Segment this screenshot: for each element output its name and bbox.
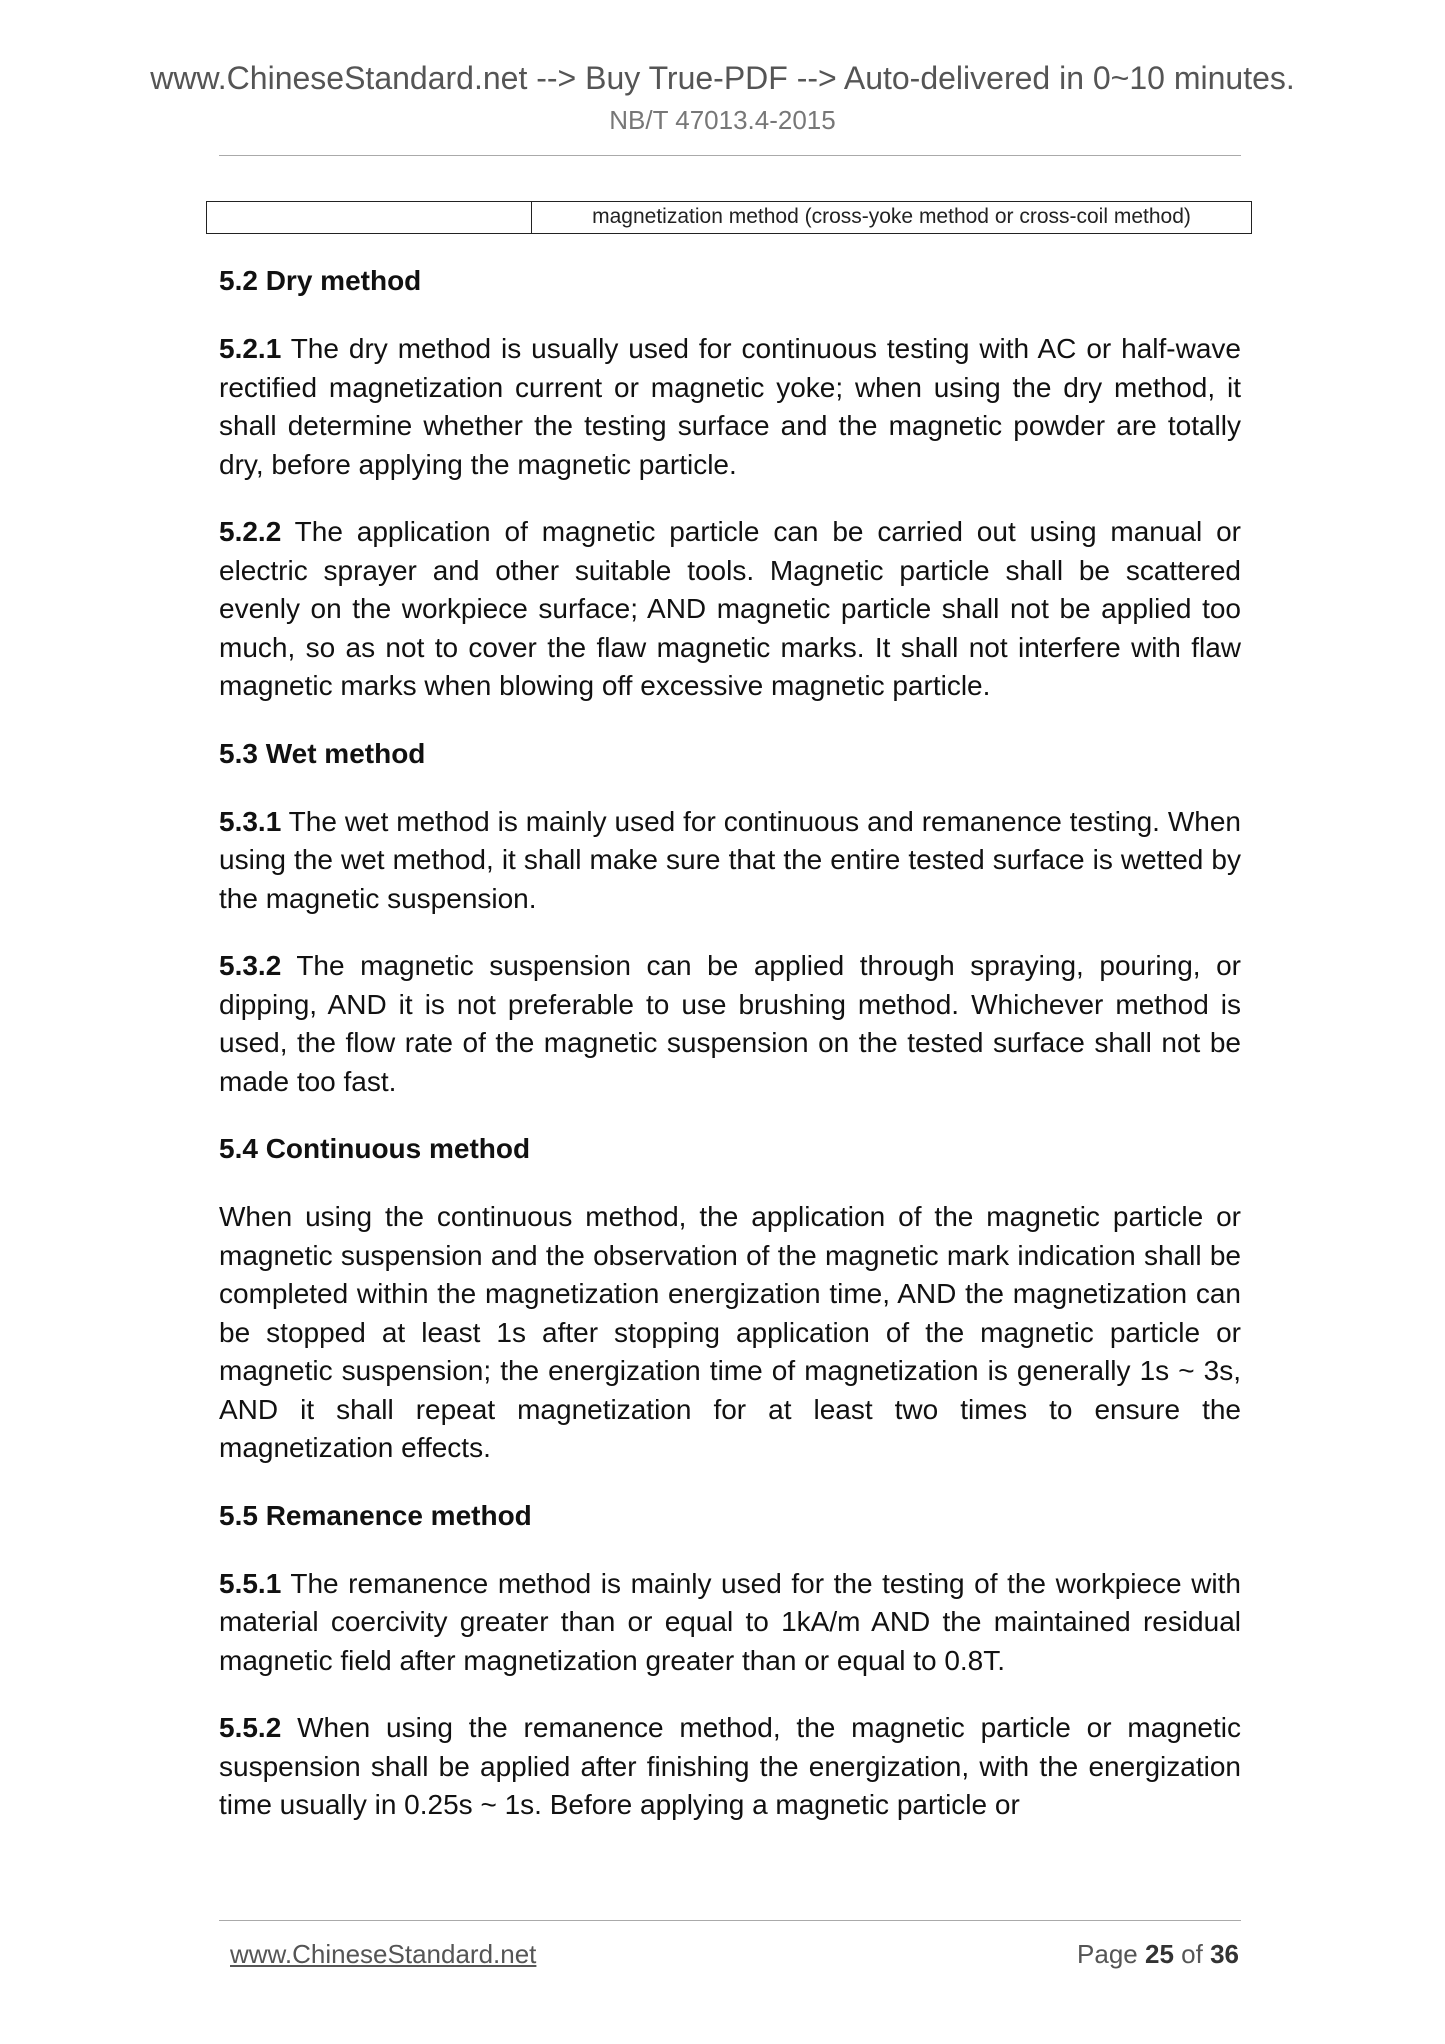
section-heading-5-5: 5.5 Remanence method [219,1499,532,1531]
paragraph-5-4: When using the continuous method, the application of the magnetic particle or magnetic suspension and the observation of the magnetic mark indication shall be completed within the magnetization energization time, AND the magnetization can be stopped at least 1s after stopping application of the magnetic particle or magnetic suspension; the energization time of magnetization is generally 1s ~ 3s, AND it shall repeat magnetization for at least two times to ensure the magnetization effects. [219,1201,1241,1463]
clause-text: When using the remanence method, the magnetic particle or magnetic suspension shall be applied after finishing the energization, with the energization time usually in 0.25s ~ 1s. Before applying a magnetic particle or [219,1712,1241,1820]
page-total: 36 [1210,1939,1239,1969]
section-heading-5-3: 5.3 Wet method [219,737,426,769]
paragraph-5-3-1 [219,803,1241,919]
table-fragment [206,201,1252,234]
paragraph-5-2-1 [219,330,1241,484]
clause-text: The magnetic suspension can be applied through spraying, pouring, or dipping, AND it is not preferable to use brushing method. Whichever method is used, the flow rate of the magnetic suspension on the tested surface shall not be made too fast. [219,950,1241,1097]
standard-code: NB/T 47013.4-2015 [609,105,836,135]
header-divider [219,155,1241,156]
clause-number: 5.5.2 [219,1712,282,1743]
paragraph-5-5-2 [219,1709,1241,1825]
page-of: of [1181,1939,1203,1969]
clause-text: The remanence method is mainly used for the testing of the workpiece with material coercivity greater than or equal to 1kA/m AND the maintained residual magnetic field after magnetization greater than or equal to 0.8T. [219,1567,1241,1676]
header-banner: www.ChineseStandard.net --> Buy True-PDF --> Auto-delivered in 0~10 minutes. [150,60,1295,96]
table-cell-text: magnetization method (cross-yoke method or cross-coil method) [592,205,1191,228]
clause-number: 5.5.1 [219,1567,282,1599]
clause-text: The wet method is mainly used for continuous and remanence testing. When using the wet method, it shall make sure that the entire tested surface is wetted by the magnetic suspension. [219,805,1241,914]
page-label: Page [1077,1939,1138,1969]
footer-site-link[interactable]: www.ChineseStandard.net [230,1939,537,1969]
clause-number: 5.2.2 [219,516,282,547]
section-heading-5-4: 5.4 Continuous method [219,1133,531,1164]
paragraph-5-5-1 [219,1565,1241,1681]
paragraph-5-3-2 [219,947,1241,1101]
section-heading-5-2: 5.2 Dry method [219,265,422,296]
clause-number: 5.3.2 [219,950,282,981]
clause-text: The dry method is usually used for continuous testing with AC or half-wave rectified magnetization current or magnetic yoke; when using the dry method, it shall determine whether the testing surface and the magnetic powder are totally dry, before applying the magnetic particle. [219,333,1241,480]
table-cell-empty [207,202,532,233]
page-number [1077,1937,1239,1971]
paragraph-5-2-2 [219,513,1241,706]
clause-number: 5.2.1 [219,333,282,364]
document-body [219,262,1241,1854]
clause-text: The application of magnetic particle can be carried out using manual or electric sprayer and other suitable tools. Magnetic particle shall be scattered evenly on the workpiece surface; AND magnetic particle shall not be applied too much, so as not to cover the flaw magnetic marks. It shall not interfere with flaw magnetic marks when blowing off excessive magnetic particle. [219,516,1241,701]
page-current: 25 [1145,1939,1174,1969]
footer-divider [219,1920,1241,1921]
clause-number: 5.3.1 [219,805,282,837]
